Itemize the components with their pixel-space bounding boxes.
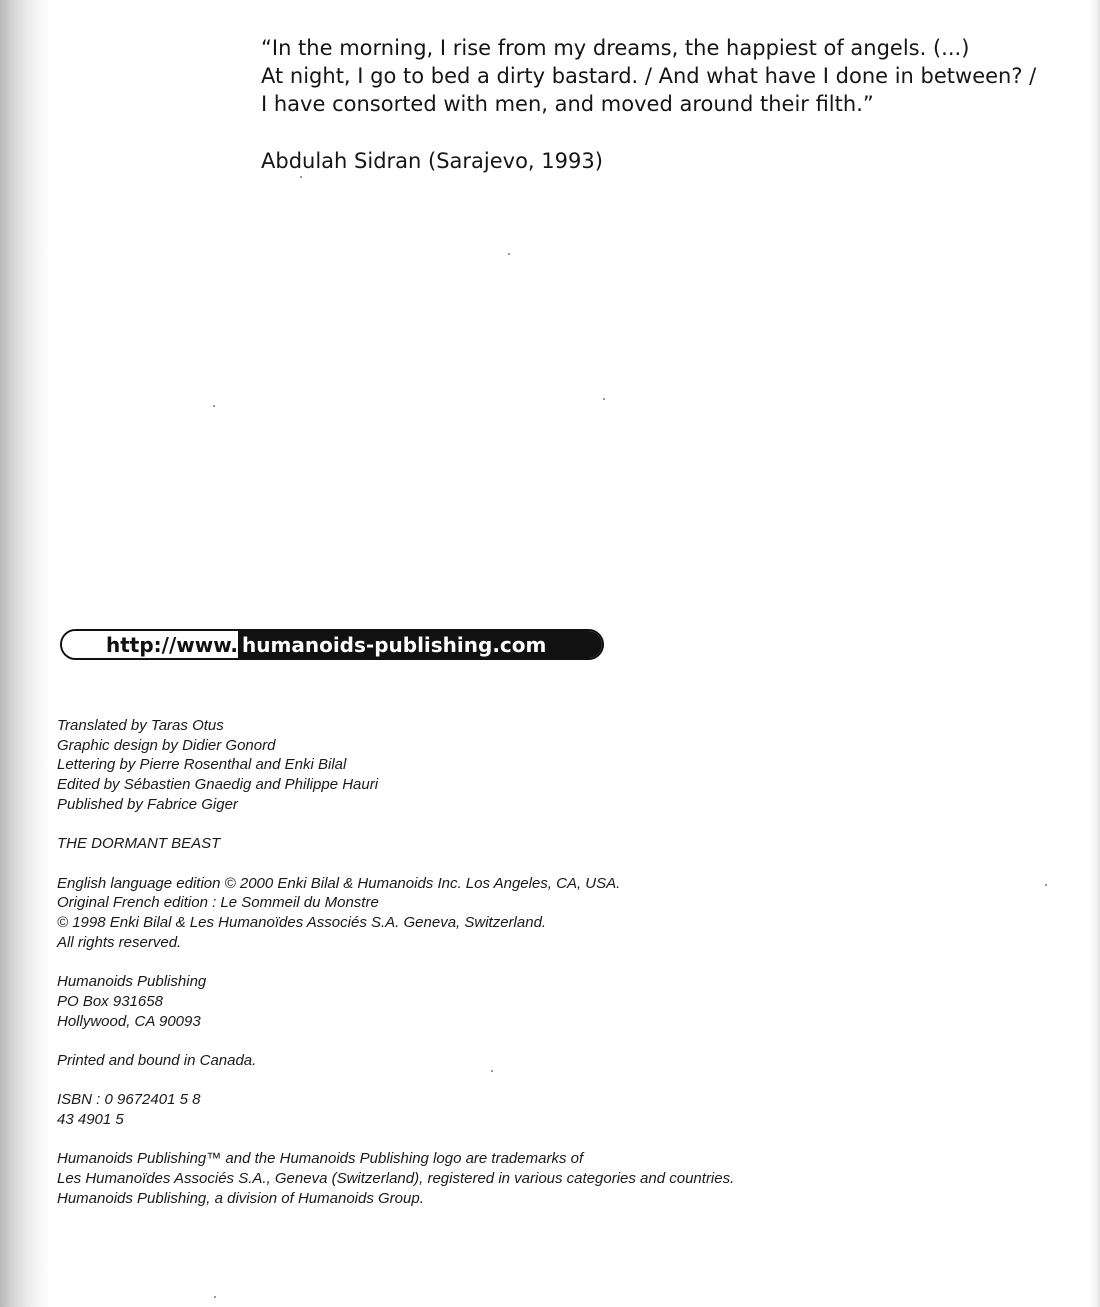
scan-speck — [603, 398, 605, 400]
page-edge — [1090, 0, 1100, 1307]
printing-note-block — [57, 1051, 817, 1071]
epigraph-quote — [261, 34, 1061, 118]
publisher-address — [57, 972, 817, 1031]
trademark-line: Humanoids Publishing, a division of Humanoids Group. — [57, 1189, 424, 1207]
address-line: Humanoids Publishing — [57, 973, 207, 991]
address-line: Hollywood, CA 90093 — [57, 1012, 201, 1030]
url-domain: humanoids-publishing.com — [238, 631, 602, 658]
website-url-banner[interactable] — [60, 629, 604, 660]
trademark-line: Les Humanoïdes Associés S.A., Geneva (Switzerland), registered in various categories and countries. — [57, 1170, 735, 1188]
credit-line: Lettering by Pierre Rosenthal and Enki Bilal — [57, 756, 347, 774]
epigraph-line: At night, I go to bed a dirty bastard. / And what have I done in between? / — [261, 64, 1037, 88]
copyright-line: All rights reserved. — [57, 933, 182, 951]
credit-line: Translated by Taras Otus — [57, 717, 224, 734]
scan-speck — [300, 176, 302, 178]
isbn-line: ISBN : 0 9672401 5 8 — [57, 1091, 201, 1109]
trademark-block — [57, 1149, 817, 1208]
scan-speck — [214, 1296, 216, 1298]
copyright-block — [57, 874, 817, 953]
printing-note: Printed and bound in Canada. — [57, 1051, 257, 1069]
isbn-block — [57, 1090, 817, 1129]
isbn-line: 43 4901 5 — [57, 1110, 124, 1128]
epigraph-attribution: Abdulah Sidran (Sarajevo, 1993) — [261, 149, 603, 173]
staff-credits — [57, 716, 817, 815]
scan-speck — [491, 1070, 493, 1072]
colophon — [57, 716, 817, 1208]
epigraph-line: “In the morning, I rise from my dreams, the happiest of angels. (...) — [261, 36, 970, 60]
book-title: THE DORMANT BEAST — [57, 835, 221, 853]
credit-line: Edited by Sébastien Gnaedig and Philippe Hauri — [57, 776, 379, 794]
scan-speck — [508, 253, 510, 255]
scan-speck — [213, 405, 215, 407]
copyright-line: Original French edition : Le Sommeil du Monstre — [57, 894, 379, 912]
credit-line: Published by Fabrice Giger — [57, 795, 238, 813]
scan-speck — [1045, 884, 1047, 886]
url-prefix: http://www. — [62, 631, 238, 658]
page-gutter-shadow — [0, 0, 52, 1307]
credit-line: Graphic design by Didier Gonord — [57, 736, 276, 754]
epigraph-line: I have consorted with men, and moved around their filth.” — [261, 92, 874, 116]
copyright-line: English language edition © 2000 Enki Bilal & Humanoids Inc. Los Angeles, CA, USA. — [57, 874, 621, 892]
address-line: PO Box 931658 — [57, 992, 163, 1010]
trademark-line: Humanoids Publishing™ and the Humanoids Publishing logo are trademarks of — [57, 1150, 584, 1168]
book-title-block — [57, 834, 817, 854]
copyright-line: © 1998 Enki Bilal & Les Humanoïdes Associés S.A. Geneva, Switzerland. — [57, 914, 547, 931]
